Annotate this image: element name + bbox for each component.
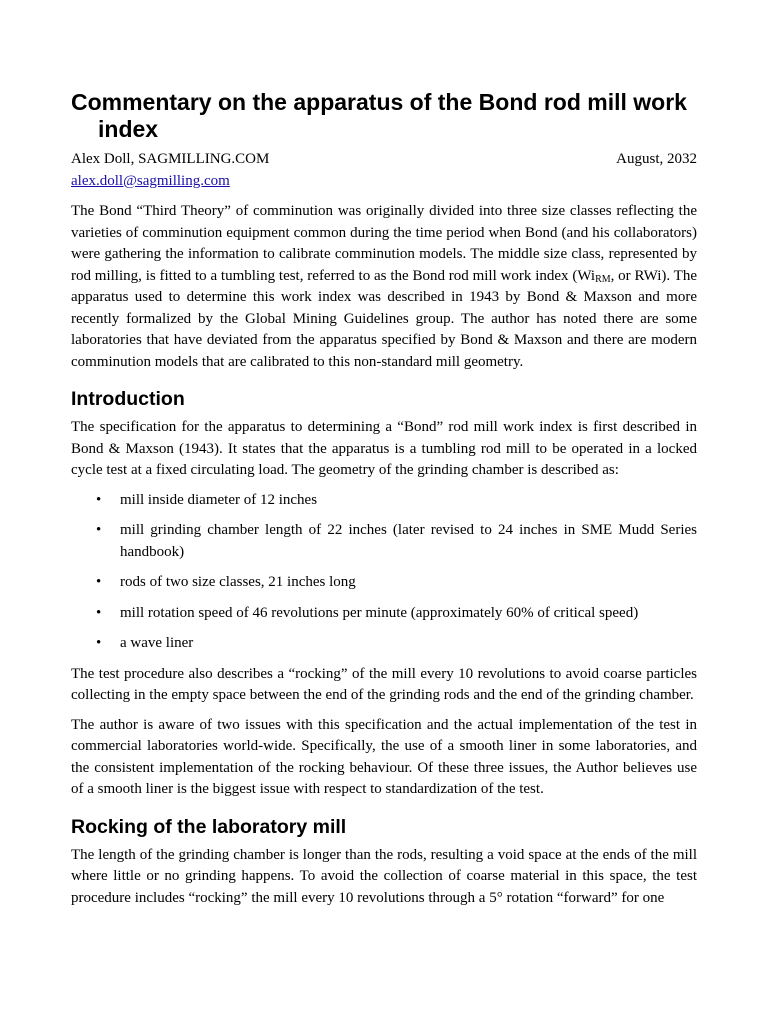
- byline: [71, 149, 697, 171]
- apparatus-spec-list: [71, 490, 697, 655]
- intro-paragraph-3: The author is aware of two issues with this specification and the actual implementation of the test in commercial laboratories world-wide. Specifically, the use of a smooth liner in some laboratories, and the consistent implementation of the rocking behaviour. Of these three issues, the Author believes use of a smooth liner is the biggest issue with respect to standardization of the test.: [71, 716, 697, 797]
- rocking-paragraph-1: The length of the grinding chamber is longer than the rods, resulting a void space at the ends of the mill where little or no grinding happens. To avoid the collection of coarse material in this space, the test procedure includes “rocking” the mill every 10 revolutions through a 5° rotation “forward” for one: [71, 846, 697, 906]
- list-item-text: a wave liner: [120, 635, 194, 651]
- list-item: [71, 603, 697, 625]
- list-item: [71, 520, 697, 563]
- document-title: Commentary on the apparatus of the Bond rod mill work index: [71, 89, 687, 142]
- wi-subscript: RM: [595, 273, 611, 285]
- bullet-icon: •: [96, 604, 102, 621]
- abstract-text-end: , or RWi). The apparatus used to determine this work index was described in 1943 by Bond & Maxson and more recently formalized by the Global Mining Guidelines group. The author has noted there are some laboratories that have deviated from the apparatus specified by Bond & Maxson and there are modern comminution models that are calibrated to this non-standard mill geometry.: [71, 267, 697, 370]
- list-item: [71, 633, 697, 655]
- author-email-link[interactable]: alex.doll@sagmilling.com: [71, 172, 230, 189]
- abstract-text-start: The Bond “Third Theory” of comminution was originally divided into three size classes reflecting the varieties of comminution equipment common during the time period when Bond (and his collaborators) were gathering the information to calibrate comminution models. The middle size class, represented by rod milling, is fitted to a tumbling test, referred to as the Bond rod mill work index (Wi: [71, 203, 697, 284]
- bullet-icon: •: [96, 491, 102, 508]
- intro-paragraph-2: The test procedure also describes a “rocking” of the mill every 10 revolutions to avoid coarse particles collecting in the empty space between the end of the grinding rods and the end of the grinding chamber.: [71, 665, 697, 703]
- bullet-icon: •: [96, 574, 102, 590]
- list-item-text: mill rotation speed of 46 revolutions per minute (approximately 60% of critical speed): [120, 604, 639, 621]
- list-item: [71, 572, 697, 594]
- list-item-text: mill inside diameter of 12 inches: [120, 491, 318, 508]
- section-heading-introduction: Introduction: [71, 388, 185, 410]
- bullet-icon: •: [96, 635, 102, 651]
- list-item-text: mill grinding chamber length of 22 inches (later revised to 24 inches in SME Mudd Series handbook): [120, 522, 697, 560]
- document-date: August, 2032: [616, 151, 697, 167]
- document-page: [71, 0, 697, 909]
- intro-paragraph-1: The specification for the apparatus to determining a “Bond” rod mill work index is first described in Bond & Maxson (1943). It states that the apparatus is a tumbling rod mill to be operated in a locked cycle test at a fixed circulating load. The geometry of the grinding chamber is described as:: [71, 419, 697, 478]
- list-item: [71, 490, 697, 512]
- bullet-icon: •: [96, 522, 102, 538]
- section-heading-rocking: Rocking of the laboratory mill: [71, 815, 347, 838]
- author-name: Alex Doll, SAGMILLING.COM: [71, 151, 270, 167]
- abstract-paragraph: [71, 201, 697, 373]
- list-item-text: rods of two size classes, 21 inches long: [120, 574, 356, 590]
